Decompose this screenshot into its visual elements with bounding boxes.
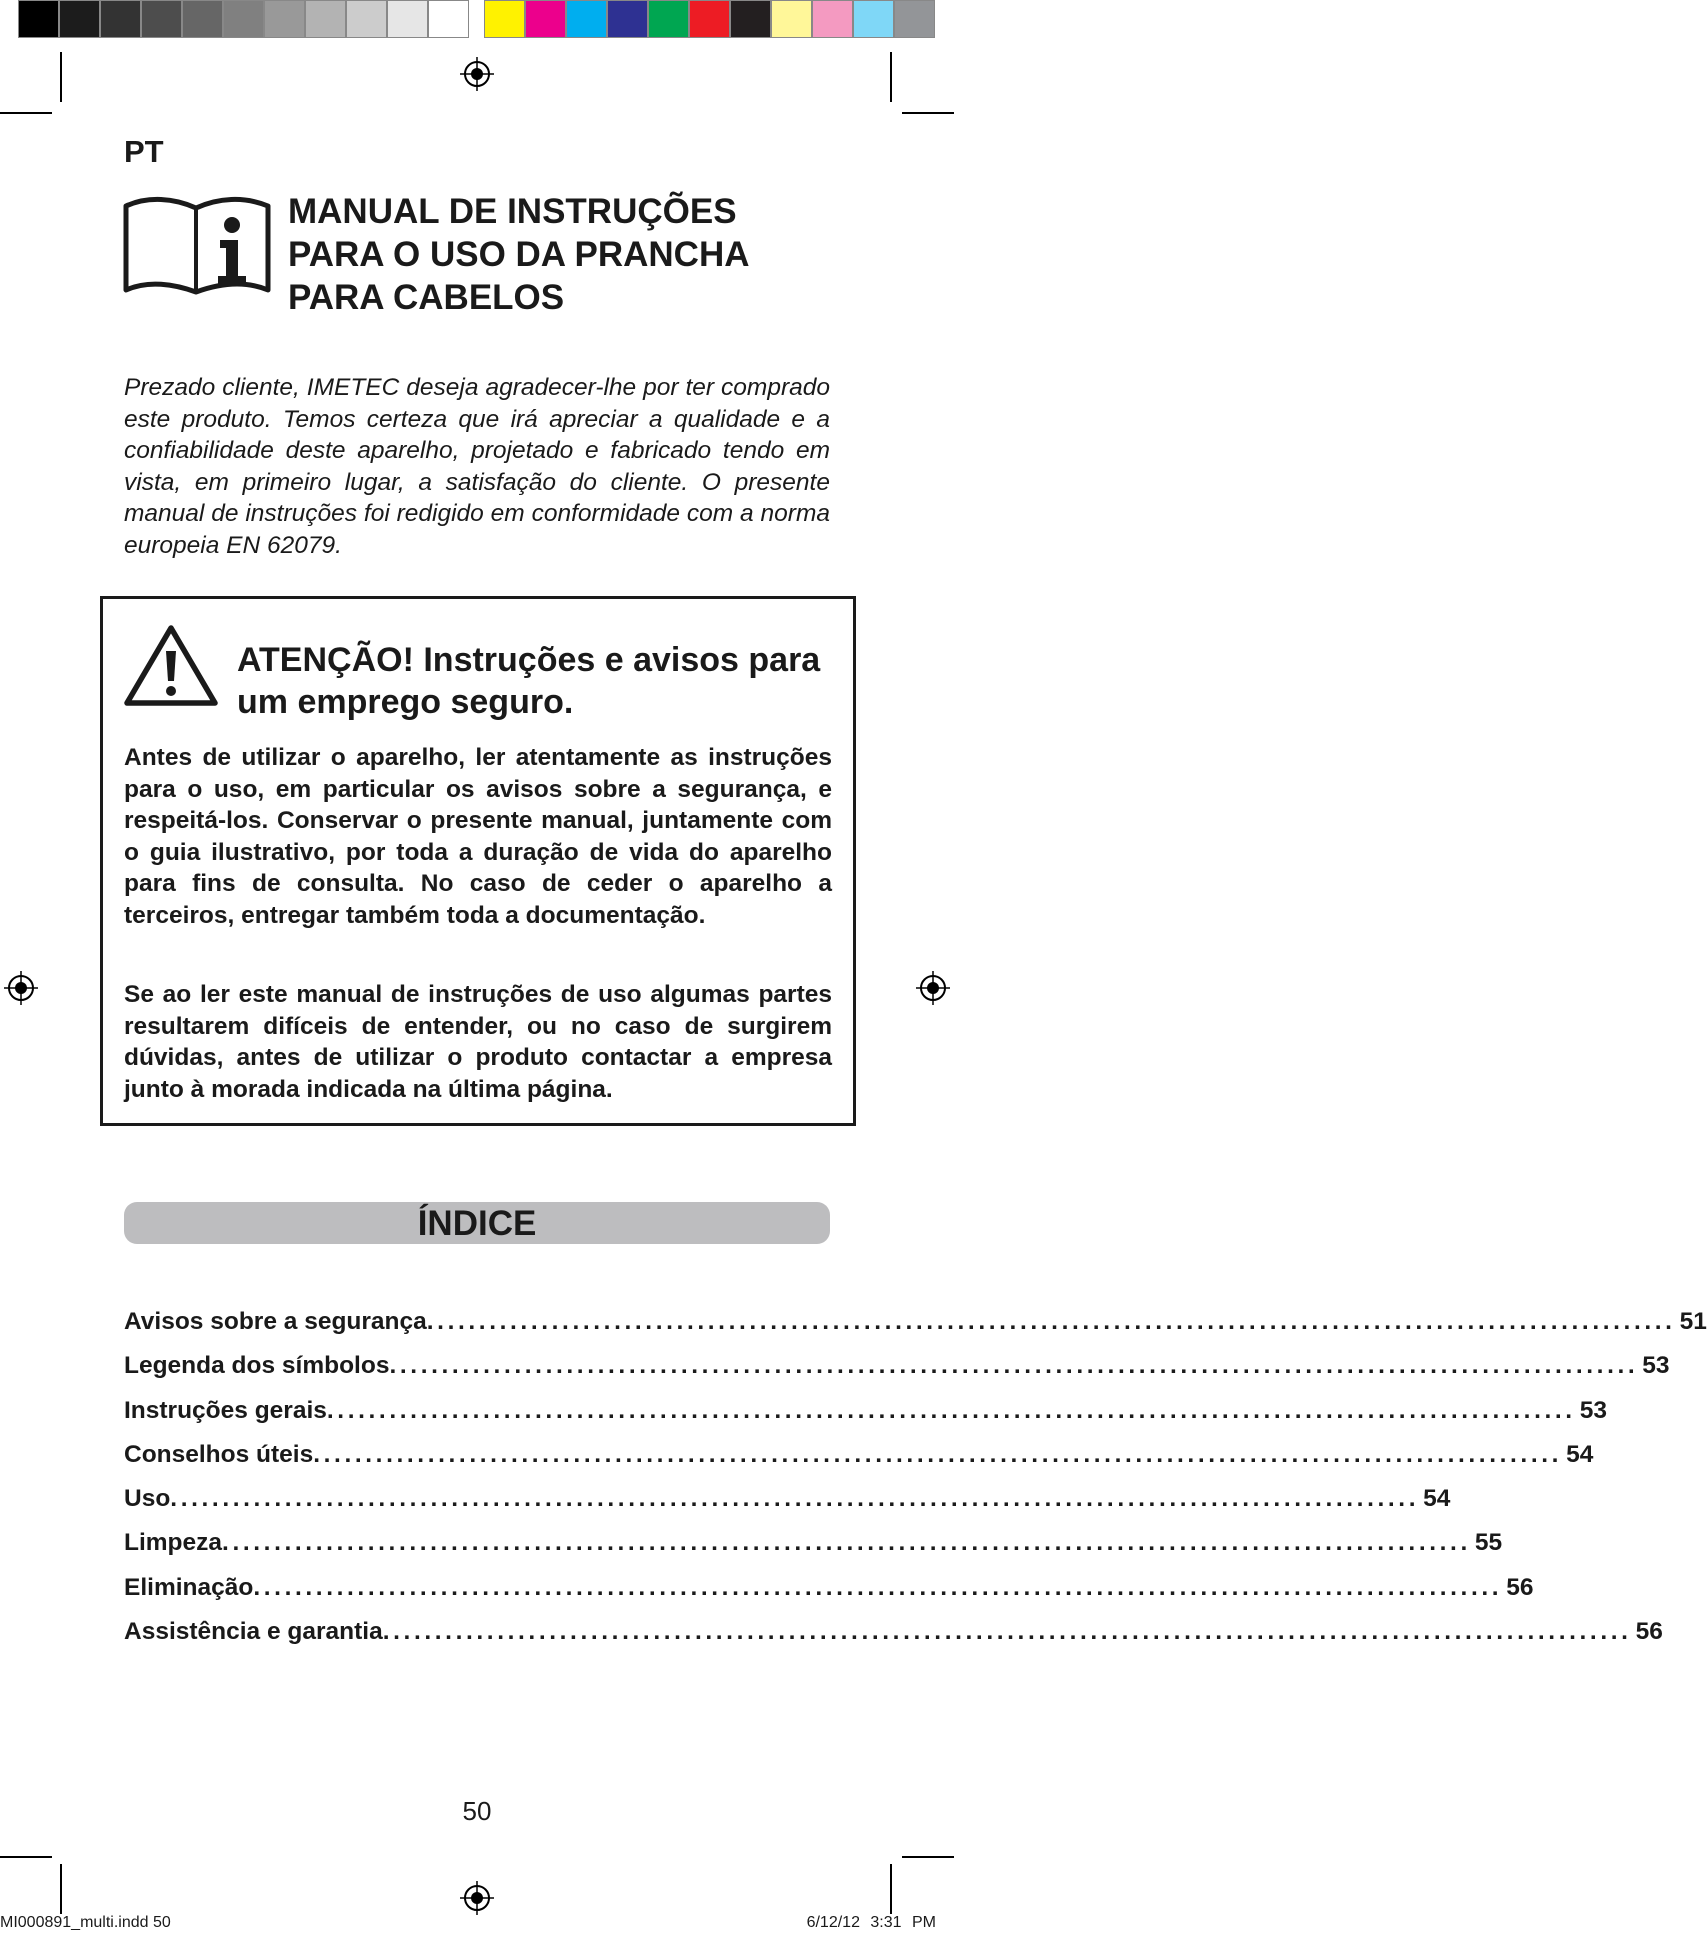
title-line: MANUAL DE INSTRUÇÕES (288, 192, 737, 231)
color-swatch (484, 0, 525, 38)
table-of-contents (124, 1308, 1707, 1662)
color-swatch (182, 0, 223, 38)
color-swatch (100, 0, 141, 38)
warning-triangle-icon (123, 623, 219, 709)
toc-entry-label: Assistência e garantia (124, 1618, 383, 1646)
color-swatch (387, 0, 428, 38)
warning-title-line: um emprego seguro. (237, 683, 574, 721)
color-swatch (428, 0, 469, 38)
registration-mark-icon (460, 1881, 494, 1915)
toc-entry-label: Instruções gerais (124, 1396, 327, 1424)
color-swatch (223, 0, 264, 38)
registration-mark-icon (916, 971, 950, 1005)
toc-dot-leader: ........................................................................................................................ (389, 1352, 1639, 1380)
index-heading: ÍNDICE (124, 1202, 830, 1244)
color-swatch (648, 0, 689, 38)
toc-entry-page: 53 (1579, 1396, 1607, 1424)
crop-mark (890, 1864, 892, 1914)
print-timestamp: 6/12/12 3:31 PM (806, 1914, 936, 1931)
file-slug: MI000891_multi.indd 50 (0, 1914, 171, 1931)
color-swatch (305, 0, 346, 38)
toc-dot-leader: ........................................................................................................................ (253, 1573, 1503, 1601)
color-swatch (853, 0, 894, 38)
color-swatch (18, 0, 59, 38)
toc-entry-page: 54 (1423, 1485, 1451, 1513)
toc-entry-page: 56 (1506, 1573, 1534, 1601)
crop-mark (902, 112, 954, 114)
grayscale-color-bar (18, 0, 469, 42)
crop-mark (902, 1856, 954, 1858)
registration-mark-icon (460, 57, 494, 91)
toc-entry (124, 1308, 1707, 1352)
toc-entry (124, 1396, 1607, 1441)
toc-entry-page: 56 (1635, 1618, 1663, 1646)
toc-entry-page: 54 (1566, 1440, 1594, 1468)
toc-dot-leader: ........................................................................................................................ (326, 1396, 1576, 1424)
toc-dot-leader: ........................................................................................................................ (313, 1440, 1563, 1468)
warning-paragraph: Antes de utilizar o aparelho, ler atentamente as instruções para o uso, em particular os avisos sobre a segurança, e respeitá-los. Conservar o presente manual, juntamente com o guia ilustrativo, por toda a duração de vida do aparelho para fins de consulta. No caso de ceder o aparelho a terceiros, entregar também toda a documentação. (124, 744, 832, 929)
process-color-bar (484, 0, 935, 42)
toc-entry-label: Avisos sobre a segurança (124, 1308, 427, 1335)
toc-entry-page: 51 (1679, 1308, 1707, 1335)
toc-entry (124, 1440, 1594, 1485)
crop-mark (0, 112, 52, 114)
crop-mark (890, 52, 892, 102)
warning-paragraph: Se ao ler este manual de instruções de uso algumas partes resultarem difíceis de entender, ou no caso de surgirem dúvidas, antes de utilizar o produto contactar a empresa junto à morada indicada na última página. (124, 981, 832, 1103)
toc-entry-label: Limpeza (124, 1529, 223, 1557)
info-book-icon (122, 192, 272, 302)
registration-mark-icon (4, 971, 38, 1005)
toc-entry-page: 55 (1474, 1529, 1503, 1557)
title-line: PARA O USO DA PRANCHA (288, 235, 750, 274)
manual-title (288, 190, 808, 319)
color-swatch (812, 0, 853, 38)
toc-entry-label: Conselhos úteis (124, 1440, 314, 1468)
crop-mark (0, 1856, 52, 1858)
toc-entry (124, 1352, 1670, 1396)
color-swatch (771, 0, 812, 38)
crop-mark (60, 1864, 62, 1914)
toc-dot-leader: ........................................................................................................................ (222, 1529, 1471, 1557)
color-swatch (141, 0, 182, 38)
toc-entry (124, 1485, 1451, 1529)
color-swatch (689, 0, 730, 38)
title-line: PARA CABELOS (288, 278, 565, 317)
warning-title (237, 639, 837, 723)
color-swatch (607, 0, 648, 38)
page-number: 50 (462, 1796, 492, 1826)
toc-entry (124, 1618, 1663, 1662)
color-swatch (730, 0, 771, 38)
color-swatch (264, 0, 305, 38)
toc-entry-label: Legenda dos símbolos (124, 1352, 390, 1380)
color-swatch (566, 0, 607, 38)
language-code: PT (124, 134, 164, 169)
toc-dot-leader: ........................................................................................................................ (382, 1618, 1632, 1646)
intro-paragraph: Prezado cliente, IMETEC deseja agradecer-lhe por ter comprado este produto. Temos certeza que irá apreciar a qualidade e a confiabilidade deste aparelho, projetado e fabricado tendo em vista, em primeiro lugar, a satisfação do cliente. O presente manual de instruções foi redigido em conformidade com a norma europeia EN 62079. (124, 374, 830, 559)
toc-entry-label: Eliminação (124, 1573, 254, 1601)
toc-entry-label: Uso (124, 1485, 171, 1513)
toc-entry (124, 1573, 1534, 1618)
toc-entry-page: 53 (1642, 1352, 1670, 1380)
warning-title-line: ATENÇÃO! Instruções e avisos para (237, 641, 821, 679)
toc-dot-leader: ........................................................................................................................ (170, 1485, 1420, 1513)
crop-mark (60, 52, 62, 102)
safety-warning-box (100, 596, 856, 1126)
color-swatch (346, 0, 387, 38)
toc-entry (124, 1529, 1503, 1573)
color-swatch (525, 0, 566, 38)
color-swatch (894, 0, 935, 38)
toc-dot-leader: ........................................................................................................................ (426, 1308, 1676, 1335)
color-swatch (59, 0, 100, 38)
